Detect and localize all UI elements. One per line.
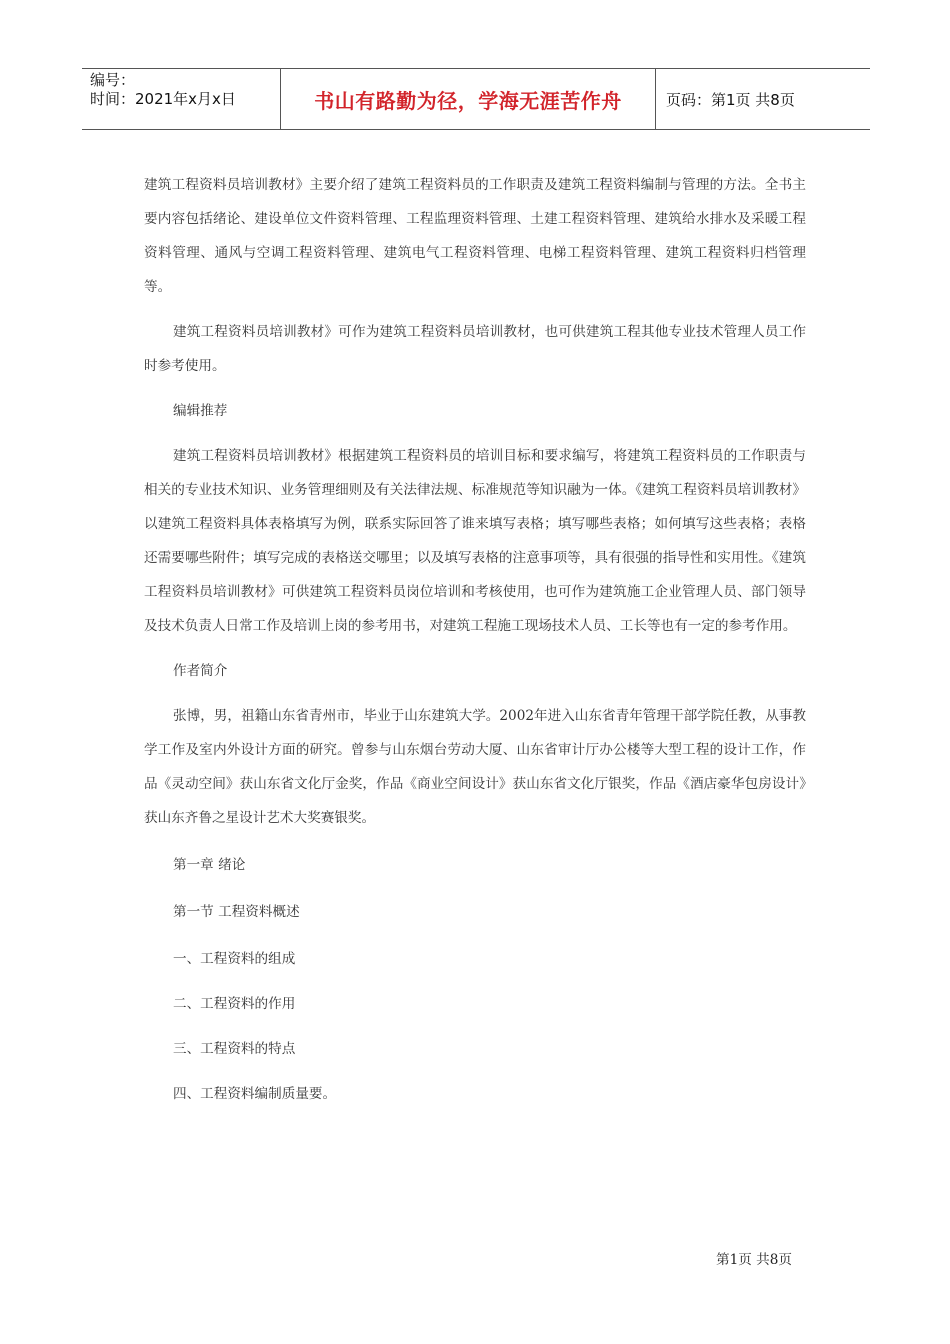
usage-paragraph: 建筑工程资料员培训教材》可作为建筑工程资料员培训教材，也可供建筑工程其他专业技术管理人员工作时参考使用。 <box>144 324 806 374</box>
list-item: 二、工程资料的作用 <box>173 996 296 1012</box>
author-paragraph: 张博，男，祖籍山东省青州市，毕业于山东建筑大学。2002年进入山东省青年管理干部学院任教，从事教学工作及室内外设计方面的研究。曾参与山东烟台劳动大厦、山东省审计厅办公楼等大型工程的设计工作，作品《灵动空间》获山东省文化厅金奖，作品《商业空间设计》获山东省文化厅银奖，作品《酒店豪华包房设计》获山东齐鲁之星设计艺术大奖赛银奖。 <box>144 708 806 826</box>
intro-paragraph: 建筑工程资料员培训教材》主要介绍了建筑工程资料员的工作职责及建筑工程资料编制与管理的方法。全书主要内容包括绪论、建设单位文件资料管理、工程监理资料管理、土建工程资料管理、建筑给水排水及采暖工程资料管理、通风与空调工程资料管理、建筑电气工程资料管理、电梯工程资料管理、建筑工程资料归档管理等。 <box>144 177 806 295</box>
list-item: 一、工程资料的组成 <box>173 951 296 967</box>
section-heading-editor-recommendation: 编辑推荐 <box>173 403 228 419</box>
chapter-heading: 第一章 绪论 <box>173 857 246 873</box>
list-item: 三、工程资料的特点 <box>173 1041 296 1057</box>
section-heading-author-intro: 作者简介 <box>173 663 228 679</box>
recommendation-paragraph: 建筑工程资料员培训教材》根据建筑工程资料员的培训目标和要求编写，将建筑工程资料员的工作职责与相关的专业技术知识、业务管理细则及有关法律法规、标准规范等知识融为一体。《建筑工程资料员培训教材》以建筑工程资料具体表格填写为例，联系实际回答了谁来填写表格；填写哪些表格；如何填写这些表格；表格还需要哪些附件；填写完成的表格送交哪里；以及填写表格的注意事项等，具有很强的指导性和实用性。《建筑工程资料员培训教材》可供建筑工程资料员岗位培训和考核使用，也可作为建筑施工企业管理人员、部门领导及技术负责人日常工作及培训上岗的参考用书，对建筑工程施工现场技术人员、工长等也有一定的参考作用。 <box>144 448 806 634</box>
page-header <box>82 68 870 130</box>
document-number-label: 编号： <box>90 71 136 89</box>
header-motto: 书山有路勤为径，学海无涯苦作舟 <box>281 69 656 129</box>
page-footer-number: 第1页 共8页 <box>716 1252 792 1268</box>
section-heading: 第一节 工程资料概述 <box>173 904 300 920</box>
list-item: 四、工程资料编制质量要。 <box>173 1086 337 1102</box>
header-page-label: 页码：第1页 共8页 <box>666 90 795 109</box>
header-meta <box>82 69 281 129</box>
document-time-label: 时间：2021年x月x日 <box>90 90 236 108</box>
document-body <box>144 168 806 1111</box>
